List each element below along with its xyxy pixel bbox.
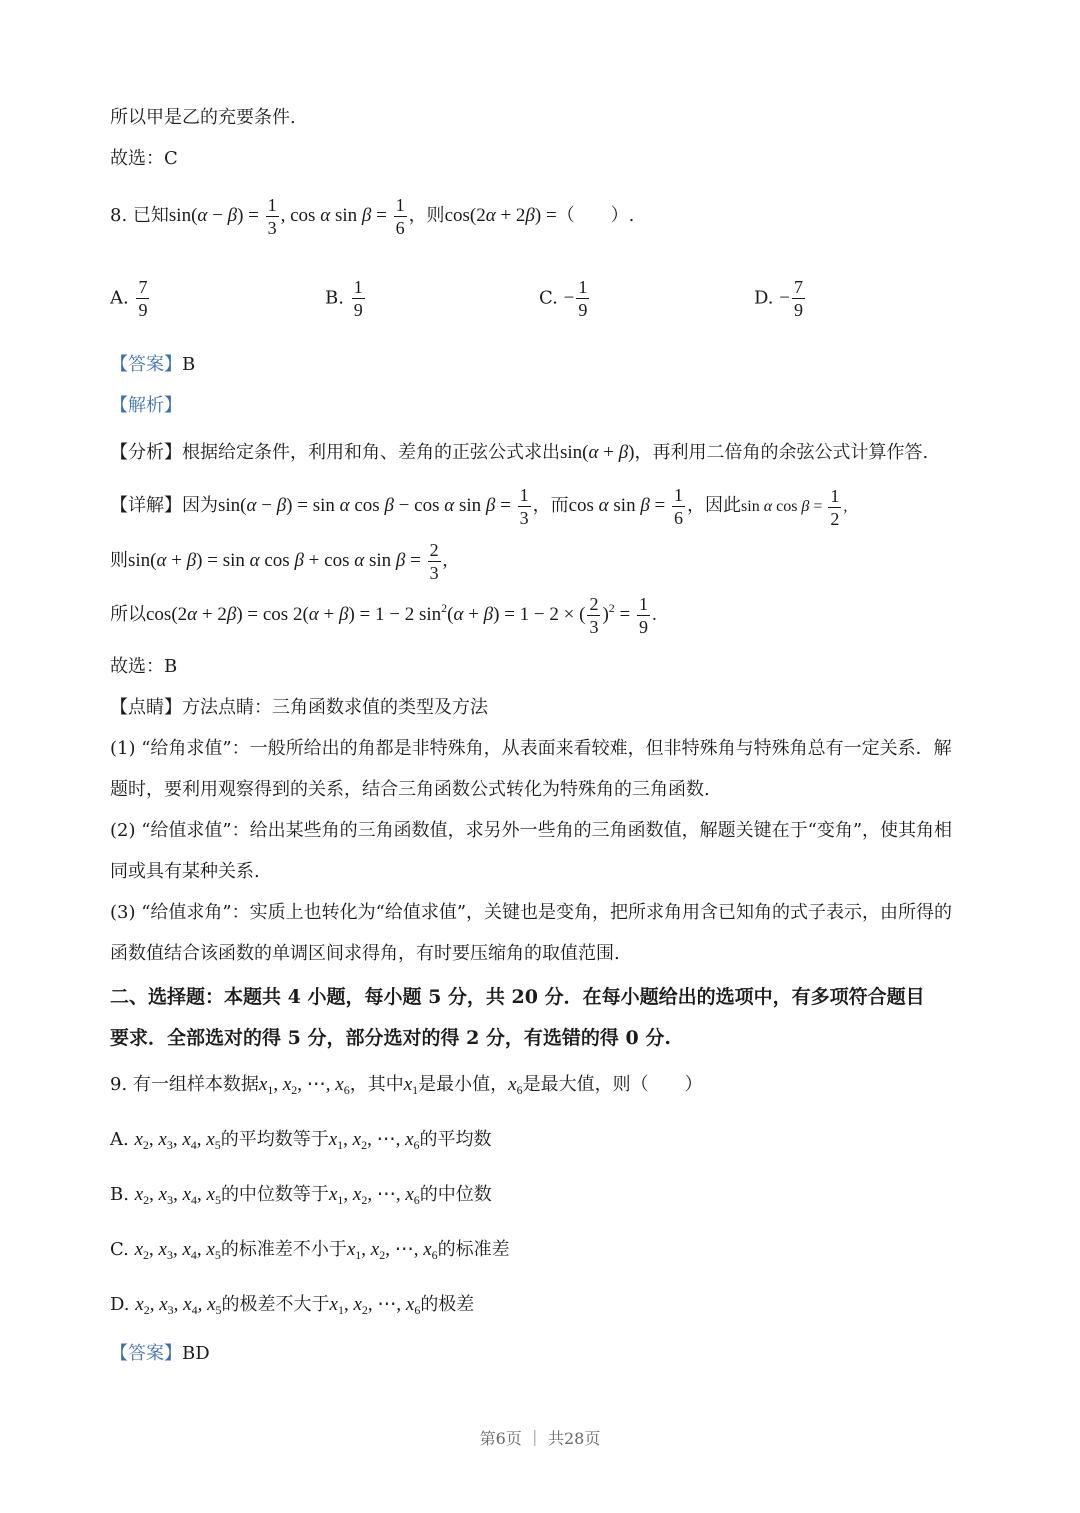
- answer-tag: 【答案】: [110, 354, 182, 375]
- formula-given: sin(α − β) = $\frac{1}{3}$ , cos α sin β = $\frac{1}{6}$: [168, 195, 405, 238]
- question-8-mid: ，则: [408, 204, 445, 226]
- tip-p3a: (3) “给值求角”：实质上也转化为“给值求值”，关键也是变角，把所求角用含已知角的式子表示，由所得的: [110, 902, 953, 923]
- answer-8: 【答案】B: [110, 354, 196, 375]
- analysis-summary: 【分析】根据给定条件，利用和角、差角的正弦公式求出sin(α + β)，再利用二倍角的余弦公式计算作答.: [110, 442, 929, 463]
- option-a: A. $\frac{7}{9}$: [110, 277, 148, 320]
- question-9-stem: 9. 有一组样本数据$x_1$, $x_2$, ⋯, $x_6$，其中$x_1$是最小值，$x_6$是最大值，则（ ）: [110, 1074, 703, 1097]
- question-8-stem: [110, 196, 634, 237]
- option-d: D. − $\frac{7}{9}$: [754, 277, 803, 320]
- formula-target: cos(2α + 2β) =: [444, 204, 557, 226]
- tip-p3b: 函数值结合该函数的单调区间求得角，有时要压缩角的取值范围.: [110, 943, 620, 964]
- option-c: C. − $\frac{1}{9}$: [539, 277, 588, 320]
- q9-option-a: A. $x_2$, $x_3$, $x_4$, $x_5$的平均数等于$x_1$, $x_2$, ⋯, $x_6$的平均数: [110, 1129, 492, 1152]
- q9-option-d: D. $x_2$, $x_3$, $x_4$, $x_5$的极差不大于$x_1$, $x_2$, ⋯, $x_6$的极差: [110, 1294, 475, 1317]
- text-line-answer-choice: 故选：C: [110, 148, 178, 169]
- option-b: B. $\frac{1}{9}$: [325, 277, 363, 320]
- analysis-tag: 【解析】: [110, 395, 182, 416]
- detail-step-1: 【详解】因为sin(α − β) = sin α cos β − cos α sin β = $\frac{1}{3}$ ，而cos α sin β = $\frac{1}{6}$ ，因此sin α cos β = $\frac{1}{2}$ ,: [110, 485, 848, 529]
- answer-9: 【答案】BD: [110, 1343, 210, 1364]
- tip-p1b: 题时，要利用观察得到的关系，结合三角函数公式转化为特殊角的三角函数.: [110, 779, 710, 800]
- q9-option-c: C. $x_2$, $x_3$, $x_4$, $x_5$的标准差不小于$x_1$, $x_2$, ⋯, $x_6$的标准差: [110, 1239, 510, 1262]
- tip-p1a: (1) “给角求值”：一般所给出的角都是非特殊角，从表面来看较难，但非特殊角与特殊角总有一定关系．解: [110, 738, 952, 759]
- choice-b-line: 故选：B: [110, 656, 178, 677]
- section-2-header-1: 二、选择题：本题共 4 小题，每小题 5 分，共 20 分．在每小题给出的选项中，有多项符合题目: [110, 986, 925, 1008]
- tip-title: 【点睛】方法点睛：三角函数求值的类型及方法: [110, 697, 488, 718]
- tip-p2b: 同或具有某种关系.: [110, 861, 260, 882]
- q9-option-b: B. $x_2$, $x_3$, $x_4$, $x_5$的中位数等于$x_1$, $x_2$, ⋯, $x_6$的中位数: [110, 1184, 492, 1207]
- detail-step-2: 则sin(α + β) = sin α cos β + cos α sin β = $\frac{2}{3}$ ,: [110, 540, 448, 583]
- question-8-prefix: 8. 已知: [110, 204, 169, 226]
- page-footer: 第6页 ｜ 共28页: [479, 1429, 601, 1448]
- section-2-header-2: 要求．全部选对的得 5 分，部分选对的得 2 分，有选错的得 0 分.: [110, 1027, 671, 1049]
- text-line-conclusion: 所以甲是乙的充要条件.: [110, 107, 296, 128]
- tip-p2a: (2) “给值求值”：给出某些角的三角函数值，求另外一些角的三角函数值，解题关键在于“变角”，使其角相: [110, 820, 953, 841]
- detail-step-3: 所以cos(2α + 2β) = cos 2(α + β) = 1 − 2 $\sin^2(\alpha + \beta) = 1 - 2$ × ( $\frac{2}{3}$ )$^2$ = $\frac{1}{9}$ .: [110, 594, 657, 637]
- question-8-tail: （ ）.: [556, 204, 635, 226]
